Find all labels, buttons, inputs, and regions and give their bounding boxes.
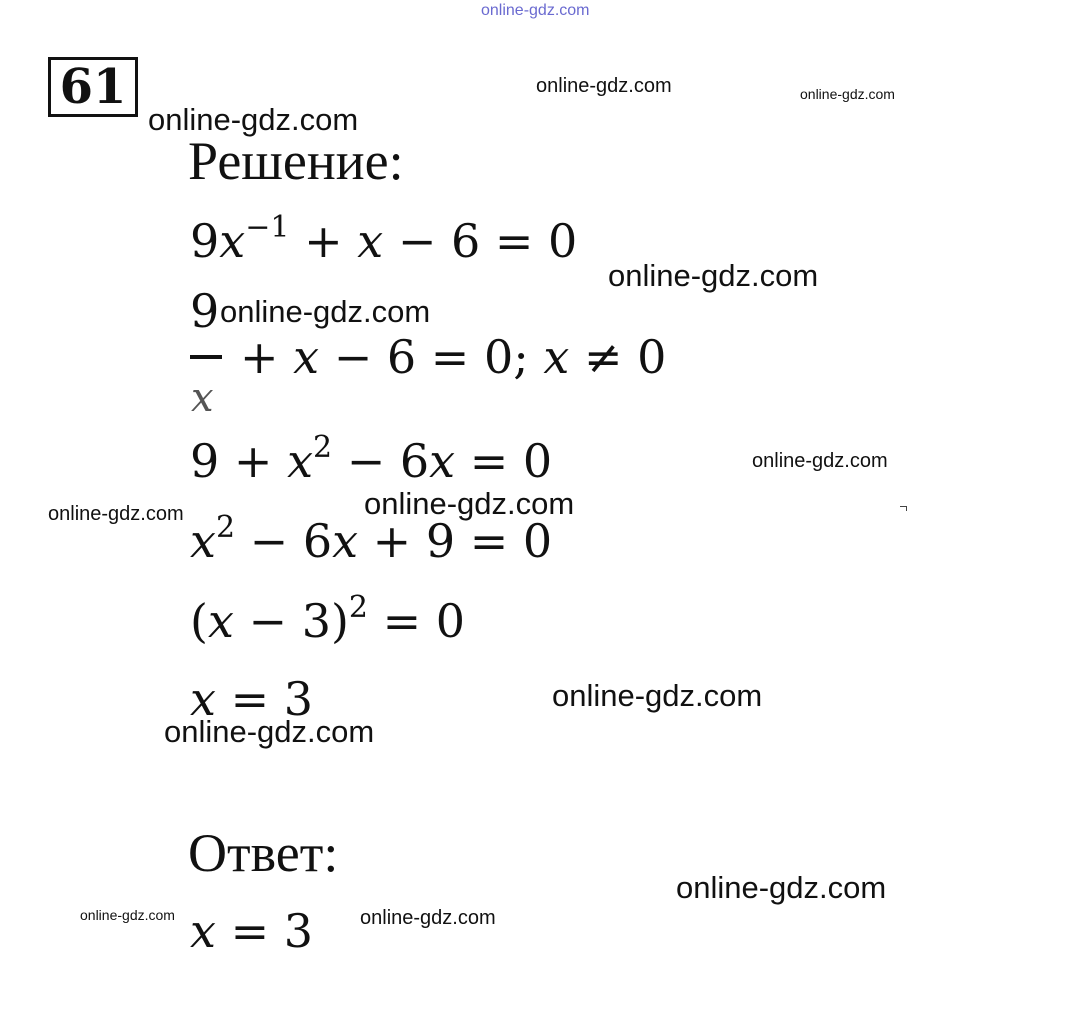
equation-step-2 bbox=[240, 330, 667, 384]
math-term: 9 bbox=[190, 214, 220, 268]
watermark: online-gdz.com bbox=[148, 102, 359, 137]
math-term: = 3 bbox=[215, 904, 314, 958]
math-term: − 6 bbox=[235, 514, 333, 568]
math-term: − 6 = 0 bbox=[383, 214, 578, 268]
math-exponent: 2 bbox=[313, 430, 333, 465]
solution-heading: Решение: bbox=[188, 131, 404, 191]
answer-equation bbox=[190, 904, 314, 958]
watermark: online-gdz.com bbox=[552, 678, 763, 713]
equation-step-4 bbox=[190, 510, 553, 568]
math-term: = 0 bbox=[368, 594, 466, 648]
watermark: online-gdz.com bbox=[164, 714, 375, 749]
watermark-top: online-gdz.com bbox=[481, 2, 590, 19]
math-variable: x bbox=[219, 214, 246, 268]
watermark: online-gdz.com bbox=[536, 75, 672, 97]
math-variable: x bbox=[207, 594, 234, 648]
fraction-bar bbox=[190, 355, 222, 359]
equation-step-3 bbox=[190, 430, 553, 488]
math-term: = 0 bbox=[455, 434, 553, 488]
math-operator: + bbox=[240, 330, 294, 384]
watermark: online-gdz.com bbox=[752, 450, 888, 472]
watermark: online-gdz.com bbox=[800, 86, 895, 102]
math-variable: x bbox=[190, 514, 216, 568]
math-variable: x bbox=[190, 904, 216, 958]
math-variable: x bbox=[543, 330, 570, 384]
watermark: online-gdz.com bbox=[220, 294, 431, 329]
math-variable: x bbox=[293, 330, 320, 384]
math-variable: x bbox=[429, 434, 456, 488]
equation-step-5 bbox=[190, 590, 466, 648]
math-variable: x bbox=[332, 514, 359, 568]
answer-heading: Ответ: bbox=[188, 823, 339, 883]
watermark: online-gdz.com bbox=[48, 503, 184, 525]
watermark: online-gdz.com bbox=[364, 486, 575, 521]
math-term: ( bbox=[190, 594, 208, 648]
math-operator: + bbox=[289, 214, 358, 268]
watermark: online-gdz.com bbox=[676, 870, 887, 905]
math-term: − 6 bbox=[332, 434, 430, 488]
math-variable: x bbox=[357, 214, 384, 268]
math-variable: x bbox=[287, 434, 314, 488]
watermark: online-gdz.com bbox=[608, 258, 819, 293]
math-exponent: 2 bbox=[215, 510, 236, 545]
problem-number: 61 bbox=[48, 57, 138, 117]
math-term: 9 + bbox=[190, 434, 288, 488]
fraction-denominator: x bbox=[191, 375, 214, 421]
equation-step-1 bbox=[190, 210, 578, 268]
math-term: ≠ 0 bbox=[569, 330, 667, 384]
math-variable: x bbox=[190, 672, 216, 726]
scan-speck bbox=[900, 506, 907, 511]
math-exponent: 2 bbox=[348, 590, 368, 625]
watermark: online-gdz.com bbox=[80, 907, 175, 923]
math-term: − 3) bbox=[233, 594, 349, 648]
math-exponent: −1 bbox=[245, 210, 290, 245]
fraction-numerator: 9 bbox=[190, 284, 220, 338]
math-term: − 6 = 0; bbox=[319, 330, 544, 384]
watermark: online-gdz.com bbox=[360, 907, 496, 929]
math-term: + 9 = 0 bbox=[358, 514, 553, 568]
math-term: = 3 bbox=[215, 672, 314, 726]
